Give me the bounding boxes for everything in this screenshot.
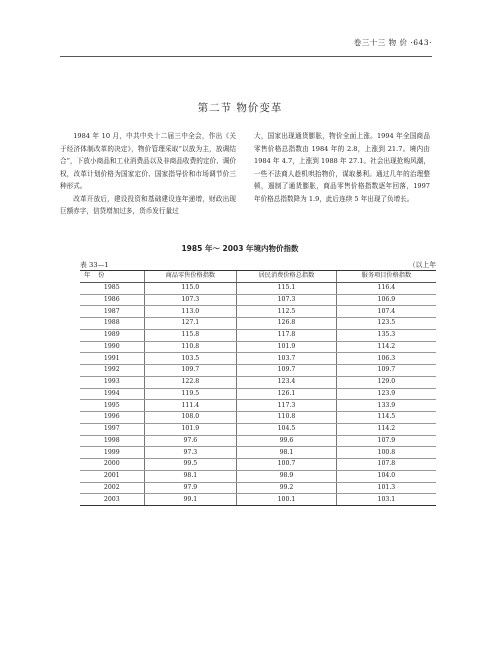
table-row bbox=[80, 365, 436, 377]
table-cell: 106.9 bbox=[336, 294, 436, 306]
table-cell: 1998 bbox=[80, 435, 144, 447]
table-cell: 103.1 bbox=[336, 494, 436, 506]
table-cell: 98.1 bbox=[237, 447, 337, 459]
table-cell: 1992 bbox=[80, 365, 144, 377]
table-title: 1985 年～ 2003 年境内物价指数 bbox=[181, 244, 299, 253]
table-cell: 107.8 bbox=[336, 459, 436, 471]
table-body bbox=[80, 282, 436, 505]
table-cell: 1996 bbox=[80, 412, 144, 424]
column-header-service-index: 服务项目价格指数 bbox=[336, 271, 436, 283]
table-cell: 1995 bbox=[80, 400, 144, 412]
column-header-year: 年份 bbox=[80, 271, 144, 283]
table-cell: 107.3 bbox=[237, 294, 337, 306]
table-cell: 100.1 bbox=[237, 494, 337, 506]
table-cell: 135.3 bbox=[336, 329, 436, 341]
table-header-row bbox=[80, 271, 436, 283]
table-cell: 1994 bbox=[80, 388, 144, 400]
paragraph: 大，国家出现通货膨胀，物价全面上涨。1994 年全国商品零售价格总指数由 1984 年的 2.8，上涨到 21.7。境内由 1984 年 4.7，上涨到 1988 年 27.1。社会出现抢购风潮，一些不法商人趁机哄抬物价，谋取暴利。通过几年的治理整顿，遏制了通货膨胀，商品零售价格指数逐年回落，1997 年价格总指数降为 1.9，此后连续 5 年出现了负增长。 bbox=[254, 132, 430, 203]
table-row bbox=[80, 353, 436, 365]
running-header bbox=[60, 40, 432, 57]
table-cell: 133.9 bbox=[336, 400, 436, 412]
table-row bbox=[80, 412, 436, 424]
table-cell: 117.3 bbox=[237, 400, 337, 412]
table-cell: 115.0 bbox=[144, 282, 237, 294]
section-title: 第二节 物价变革 bbox=[197, 102, 283, 114]
table-cell: 107.9 bbox=[336, 435, 436, 447]
table-row bbox=[80, 294, 436, 306]
body-column-left bbox=[60, 130, 236, 218]
table-unit-note: （以上年 bbox=[408, 261, 436, 269]
table-cell: 97.3 bbox=[144, 447, 237, 459]
table-cell: 107.4 bbox=[336, 306, 436, 318]
table-cell: 98.9 bbox=[237, 470, 337, 482]
table-cell: 123.5 bbox=[336, 318, 436, 330]
table-cell: 98.1 bbox=[144, 470, 237, 482]
table-row bbox=[80, 376, 436, 388]
table-id: 表 33—1 bbox=[80, 261, 109, 269]
column-header-cpi: 居民消费价格总指数 bbox=[237, 271, 337, 283]
table-cell: 101.3 bbox=[336, 482, 436, 494]
table-cell: 115.8 bbox=[144, 329, 237, 341]
table-cell: 111.4 bbox=[144, 400, 237, 412]
table-cell: 2001 bbox=[80, 470, 144, 482]
table-row bbox=[80, 470, 436, 482]
table-cell: 115.1 bbox=[237, 282, 337, 294]
table-cell: 1987 bbox=[80, 306, 144, 318]
table-row bbox=[80, 423, 436, 435]
table-cell: 1985 bbox=[80, 282, 144, 294]
table-cell: 1991 bbox=[80, 353, 144, 365]
table-row bbox=[80, 318, 436, 330]
table-cell: 99.1 bbox=[144, 494, 237, 506]
table-cell: 109.7 bbox=[336, 365, 436, 377]
table-cell: 103.5 bbox=[144, 353, 237, 365]
table-cell: 108.0 bbox=[144, 412, 237, 424]
table-cell: 104.0 bbox=[336, 470, 436, 482]
table-cell: 103.7 bbox=[237, 353, 337, 365]
table-row bbox=[80, 459, 436, 471]
table-cell: 119.5 bbox=[144, 388, 237, 400]
table-cell: 99.2 bbox=[237, 482, 337, 494]
price-index-table bbox=[80, 270, 436, 506]
table-cell: 106.3 bbox=[336, 353, 436, 365]
table-cell: 100.8 bbox=[336, 447, 436, 459]
table-row bbox=[80, 494, 436, 506]
table-cell: 113.0 bbox=[144, 306, 237, 318]
table-cell: 2003 bbox=[80, 494, 144, 506]
table-cell: 109.7 bbox=[144, 365, 237, 377]
table-cell: 107.3 bbox=[144, 294, 237, 306]
table-cell: 114.5 bbox=[336, 412, 436, 424]
table-cell: 126.1 bbox=[237, 388, 337, 400]
table-cell: 1999 bbox=[80, 447, 144, 459]
column-header-retail-index: 商品零售价格指数 bbox=[144, 271, 237, 283]
table-row bbox=[80, 435, 436, 447]
paragraph: 改革开放后，建设投资和基础建设连年递增，财政出现巨额赤字，信贷增加过多，货币发行量过 bbox=[60, 194, 236, 215]
table-cell: 129.0 bbox=[336, 376, 436, 388]
table-row bbox=[80, 482, 436, 494]
table-cell: 1997 bbox=[80, 423, 144, 435]
running-head-text: 卷三十三 物 价 ·643· bbox=[353, 38, 432, 47]
table-cell: 1990 bbox=[80, 341, 144, 353]
table-cell: 101.9 bbox=[237, 341, 337, 353]
table-cell: 123.4 bbox=[237, 376, 337, 388]
table-cell: 126.8 bbox=[237, 318, 337, 330]
table-cell: 2002 bbox=[80, 482, 144, 494]
table-cell: 99.5 bbox=[144, 459, 237, 471]
table-cell: 110.8 bbox=[144, 341, 237, 353]
table-cell: 114.2 bbox=[336, 423, 436, 435]
table-cell: 1993 bbox=[80, 376, 144, 388]
table-cell: 117.8 bbox=[237, 329, 337, 341]
table-cell: 101.9 bbox=[144, 423, 237, 435]
table-row bbox=[80, 282, 436, 294]
body-column-right bbox=[254, 130, 430, 205]
table-row bbox=[80, 388, 436, 400]
table-cell: 127.1 bbox=[144, 318, 237, 330]
table-cell: 97.6 bbox=[144, 435, 237, 447]
table-cell: 99.6 bbox=[237, 435, 337, 447]
table-cell: 110.8 bbox=[237, 412, 337, 424]
paragraph: 1984 年 10 月，中共中央十二届三中全会，作出《关于经济体制改革的决定》，物价管理采取“以放为主，放调结合”，下放小商品和工业消费品以及非商品收费的定价、调价权，改革计划价格为国家定价、国家指导价和市场调节价三种形式。 bbox=[60, 132, 236, 190]
table-cell: 1988 bbox=[80, 318, 144, 330]
table-cell: 123.9 bbox=[336, 388, 436, 400]
table-cell: 97.9 bbox=[144, 482, 237, 494]
table-cell: 114.2 bbox=[336, 341, 436, 353]
table-cell: 116.4 bbox=[336, 282, 436, 294]
table-cell: 104.5 bbox=[237, 423, 337, 435]
table-cell: 1989 bbox=[80, 329, 144, 341]
table-cell: 122.8 bbox=[144, 376, 237, 388]
table-cell: 112.5 bbox=[237, 306, 337, 318]
table-cell: 109.7 bbox=[237, 365, 337, 377]
table-cell: 100.7 bbox=[237, 459, 337, 471]
table-cell: 1986 bbox=[80, 294, 144, 306]
table-row bbox=[80, 447, 436, 459]
table-row bbox=[80, 329, 436, 341]
table-row bbox=[80, 341, 436, 353]
table-row bbox=[80, 400, 436, 412]
table-row bbox=[80, 306, 436, 318]
table-cell: 2000 bbox=[80, 459, 144, 471]
